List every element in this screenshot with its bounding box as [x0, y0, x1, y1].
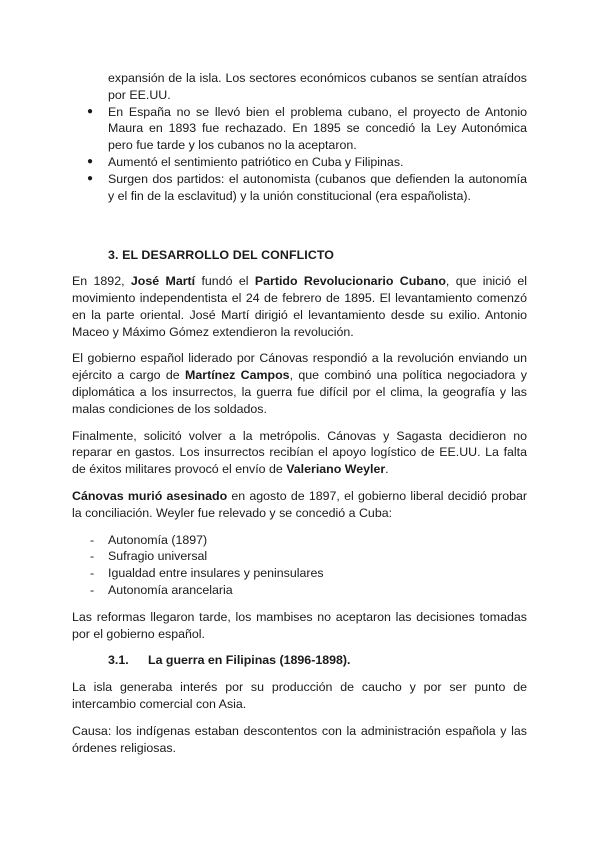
paragraph-cause: Causa: los indígenas estaban descontentos con la administración española y las órdenes religiosas.	[72, 723, 527, 755]
section-3-1-heading: 3.1. La guerra en Filipinas (1896-1898).	[108, 653, 351, 668]
bullet-continuation: expansión de la isla. Los sectores económicos cubanos se sentían atraídos por EE.UU.	[108, 71, 527, 102]
list-item: ● Surgen dos partidos: el autonomista (cubanos que defienden la autonomía y el fin de la esclavitud) y la unión constitucional (era españolista).	[87, 171, 527, 203]
bullet-list	[72, 104, 527, 205]
bullet-icon: ●	[87, 172, 94, 184]
section-3-heading: 3. EL DESARROLLO DEL CONFLICTO	[108, 248, 335, 263]
list-item: - Autonomía arancelaria	[90, 582, 233, 597]
bullet-icon: ●	[87, 155, 94, 167]
paragraph-weyler: Finalmente, solicitó volver a la metrópolis. Cánovas y Sagasta decidieron no reparar en gastos. Los insurrectos recibían el apoyo logístico de EE.UU. La falta de éxitos militares provocó el envío de Valeriano Weyler.	[72, 428, 527, 477]
paragraph-philippines-interest: La isla generaba interés por su producción de caucho y por ser punto de intercambio comercial con Asia.	[72, 680, 527, 711]
paragraph-reforms: Las reformas llegaron tarde, los mambises no aceptaron las decisiones tomadas por el gobierno español.	[72, 609, 527, 641]
list-item: - Autonomía (1897)	[90, 532, 208, 547]
list-item: ● Aumentó el sentimiento patriótico en Cuba y Filipinas.	[87, 154, 404, 169]
paragraph-canovas-death: Cánovas murió asesinado en agosto de 1897, el gobierno liberal decidió probar la conciliación. Weyler fue relevado y se concedió a Cuba:	[72, 488, 528, 520]
reforms-list	[72, 532, 527, 599]
paragraph-canovas-response: El gobierno español liderado por Cánovas respondió a la revolución enviando un ejército a cargo de Martínez Campos, que combinó una política negociadora y diplomática a los insurrectos, la guerra fue difícil por el clima, la geografía y las malas condiciones de los soldados.	[72, 351, 527, 416]
document-page	[72, 70, 527, 766]
paragraph-marti: En 1892, José Martí fundó el Partido Revolucionario Cubano, que inició el movimiento independentista el 24 de febrero de 1895. El levantamiento comenzó en la parte oriental. José Martí dirigió el levantamiento desde su exilio. Antonio Maceo y Máximo Gómez extendieron la revolución.	[72, 274, 527, 339]
list-item: - Sufragio universal	[90, 549, 208, 564]
list-item: ● En España no se llevó bien el problema cubano, el proyecto de Antonio Maura en 1893 fue rechazado. En 1895 se concedió la Ley Autonómica pero fue tarde y los cubanos no la aceptaron.	[87, 104, 527, 153]
list-item: - Igualdad entre insulares y peninsulares	[90, 566, 324, 581]
bullet-icon: ●	[87, 105, 94, 117]
